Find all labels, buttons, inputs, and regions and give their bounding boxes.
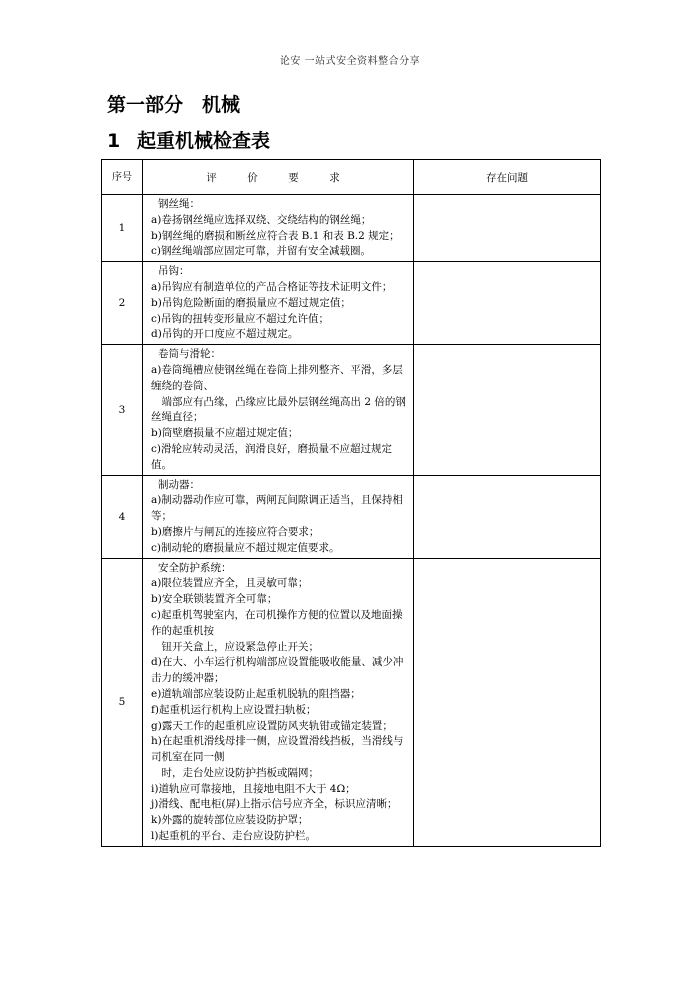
requirement-item: b)吊钩危险断面的磨损量应不超过规定值； xyxy=(151,296,351,309)
row-number: 2 xyxy=(102,262,143,345)
requirement-cell xyxy=(143,262,414,345)
page-header: 论安 一站式安全资料整合分享 xyxy=(279,56,421,67)
requirement-item: d)吊钩的开口度应不超过规定。 xyxy=(151,328,299,341)
requirement-item: f)起重机运行机构上应设置扫轨板； xyxy=(151,703,317,716)
requirement-item: a)制动器动作应可靠，两闸瓦间隙调正适当，且保持相等； xyxy=(151,494,403,523)
requirement-item: j)滑线、配电柜(屏)上指示信号应齐全，标识应清晰； xyxy=(151,798,398,811)
row-number: 3 xyxy=(102,345,143,475)
section-number: 1 xyxy=(107,130,121,152)
requirement-item: c)吊钩的扭转变形量应不超过允许值； xyxy=(151,312,329,325)
section-title xyxy=(107,126,270,153)
section-title-text: 起重机械检查表 xyxy=(137,130,271,152)
requirement-item: b)钢丝绳的磨损和断丝应符合表 B.1 和表 B.2 规定； xyxy=(151,229,400,242)
header-serial-number: 序号 xyxy=(102,160,143,195)
issue-cell[interactable] xyxy=(414,558,601,846)
requirement-item: i)道轨应可靠接地，且接地电阻不大于 4Ω； xyxy=(151,782,356,795)
requirement-category: 吊钩： xyxy=(158,265,190,278)
requirement-cell xyxy=(143,475,414,558)
table-row xyxy=(102,558,601,846)
requirement-cell xyxy=(143,345,414,475)
header-requirement: 评 价 要 求 xyxy=(143,160,414,195)
table-row xyxy=(102,195,601,262)
requirement-item: c)滑轮应转动灵活，润滑良好，磨损量不应超过规定值。 xyxy=(151,442,392,471)
table-row xyxy=(102,345,601,475)
issue-cell[interactable] xyxy=(414,262,601,345)
requirement-item: e)道轨端部应装设防止起重机脱轨的阻挡器； xyxy=(151,687,361,700)
requirement-item: c)制动轮的磨损量应不超过规定值要求。 xyxy=(151,541,340,554)
requirement-item: a)卷筒绳槽应使钢丝绳在卷筒上排列整齐、平滑，多层缠绕的卷筒、 xyxy=(151,363,403,392)
requirement-category: 制动器： xyxy=(158,478,200,491)
issue-cell[interactable] xyxy=(414,195,601,262)
requirement-item: a)吊钩应有制造单位的产品合格证等技术证明文件； xyxy=(151,280,393,293)
requirement-category: 卷筒与滑轮： xyxy=(158,348,221,361)
row-number: 1 xyxy=(102,195,143,262)
requirement-item: d)在大、小车运行机构端部应设置能吸收能量、减少冲击力的缓冲器； xyxy=(151,656,404,685)
requirement-item: 钮开关盒上，应设紧急停止开关； xyxy=(151,640,319,653)
table-row xyxy=(102,262,601,345)
requirement-item: c)钢丝绳端部应固定可靠，并留有安全减载圈。 xyxy=(151,245,371,258)
requirement-item: b)安全联锁装置齐全可靠； xyxy=(151,593,278,606)
table-row xyxy=(102,475,601,558)
table-body xyxy=(102,195,601,847)
part-title: 第一部分 机械 xyxy=(107,94,241,116)
requirement-item: k)外露的旋转部位应装设防护罩； xyxy=(151,814,309,827)
requirement-cell xyxy=(143,558,414,846)
requirement-category: 钢丝绳： xyxy=(158,198,200,210)
row-number: 5 xyxy=(102,558,143,846)
requirement-item: b)筒壁磨损量不应超过规定值； xyxy=(151,427,299,440)
issue-cell[interactable] xyxy=(414,345,601,475)
requirement-category: 安全防护系统： xyxy=(158,561,232,574)
requirement-item: 端部应有凸缘，凸缘应比最外层钢丝绳高出 2 倍的钢丝绳直径； xyxy=(151,395,406,424)
issue-cell[interactable] xyxy=(414,475,601,558)
requirement-item: l)起重机的平台、走台应设防护栏。 xyxy=(151,830,316,843)
table-header-row xyxy=(102,160,601,195)
requirement-item: a)限位装置应齐全，且灵敏可靠； xyxy=(151,577,309,590)
requirement-item: h)在起重机滑线母排一侧，应设置滑线挡板，当滑线与司机室在同一侧 xyxy=(151,735,404,764)
requirement-cell xyxy=(143,195,414,262)
requirement-item: a)卷扬钢丝绳应选择双绕、交绕结构的钢丝绳； xyxy=(151,213,372,226)
row-number: 4 xyxy=(102,475,143,558)
header-issue: 存在问题 xyxy=(414,160,601,195)
requirement-item: 时，走台处应设防护挡板或隔网； xyxy=(151,766,319,779)
requirement-item: g)露天工作的起重机应设置防风夹轨钳或锚定装置； xyxy=(151,719,393,732)
requirement-item: b)磨擦片与闸瓦的连接应符合要求； xyxy=(151,525,320,538)
requirement-item: c)起重机驾驶室内，在司机操作方便的位置以及地面操作的起重机按 xyxy=(151,608,403,637)
crane-inspection-table xyxy=(101,159,601,847)
